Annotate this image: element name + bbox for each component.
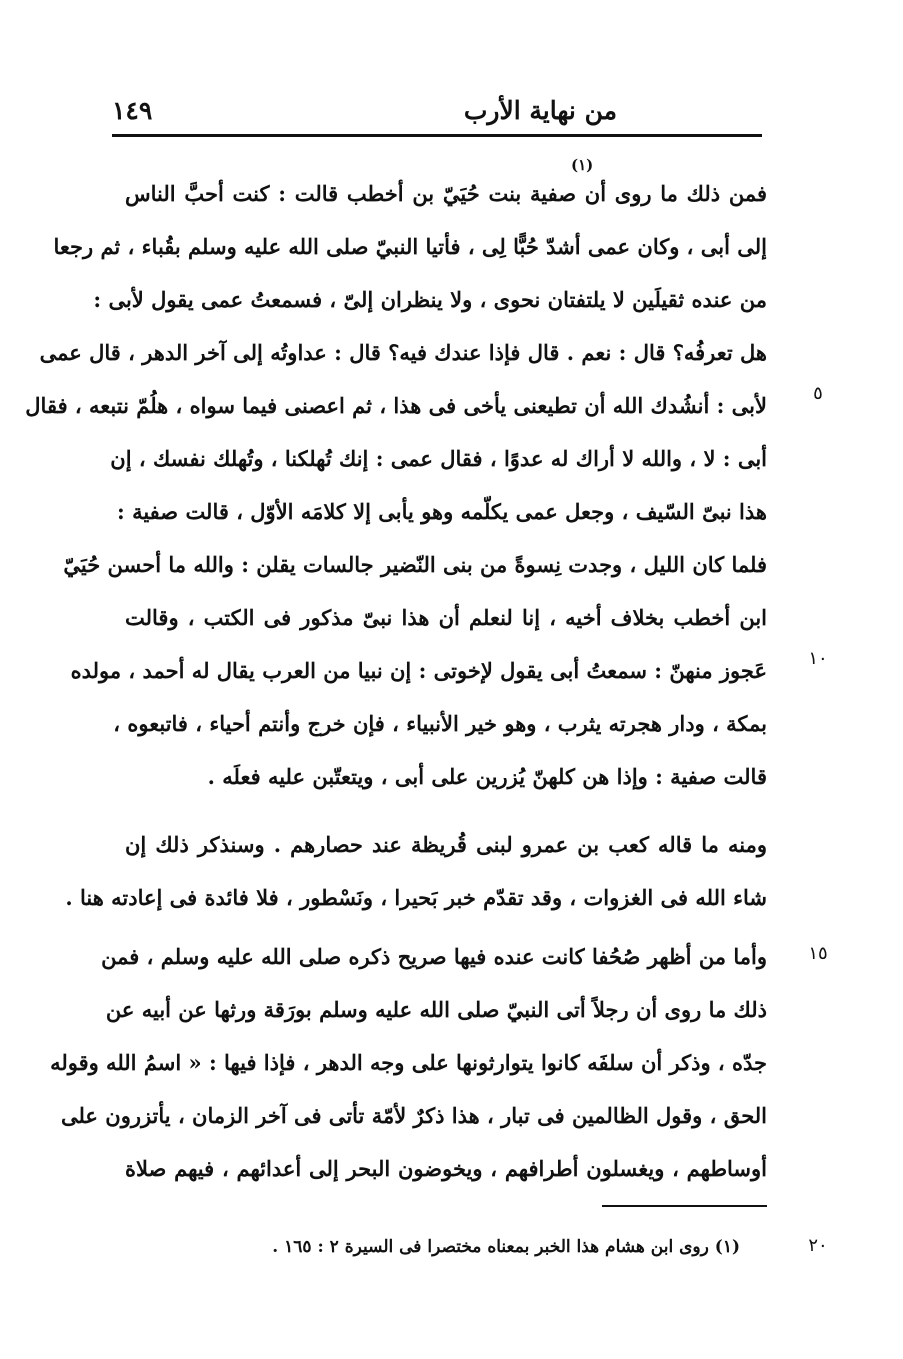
text-line: هذا نبىّ السّيف ، وجعل عمى يكلّمه وهو يأبى إلا كلامَه الأوّل ، قالت صفية :: [117, 499, 767, 524]
footnote-rule: [602, 1205, 767, 1207]
text-line: لأبى : أنشُدك الله أن تطيعنى يأخى فى هذا ، ثم اعصنى فيما سواه ، هلُمّ نتبعه ، فقال: [25, 393, 767, 418]
text-line: عَجوز منهنّ : سمعتُ أبى يقول لإخوتى : إن نبيا من العرب يقال له أحمد ، مولده: [70, 658, 767, 683]
text-line: وأما من أظهر صُحُفا كانت عنده فيها صريح ذكره صلى الله عليه وسلم ، فمن: [101, 944, 767, 969]
text-line: من عنده ثقيلَين لا يلتفتان نحوى ، ولا ينظران إلىّ ، فسمعتُ عمى يقول لأبى :: [93, 287, 767, 312]
text-line: قالت صفية : وإذا هن كلهنّ يُزرين على أبى ، ويتعتّبن عليه فعلَه .: [207, 764, 767, 789]
text-line: إلى أبى ، وكان عمى أشدّ حُبًّا لِى ، فأتيا النبيّ صلى الله عليه وسلم بقُباء ، ثم رجعا: [53, 234, 767, 259]
text-line: فمن ذلك ما روى أن صفية بنت حُيَيّ بن أخطب قالت : كنت أحبَّ الناس: [125, 181, 767, 206]
text-line: ذلك ما روى أن رجلاً أتى النبيّ صلى الله عليه وسلم بورَقة ورثها عن أبيه عن: [105, 997, 767, 1022]
footnote-marker: (١): [571, 156, 594, 174]
text-line: ابن أخطب بخلاف أخيه ، إنا لنعلم أن هذا نبىّ مذكور فى الكتب ، وقالت: [125, 605, 767, 630]
text-line: شاء الله فى الغزوات ، وقد تقدّم خبر بَحيرا ، ونَسْطور ، فلا فائدة فى إعادته هنا .: [65, 885, 767, 910]
text-line: هل تعرفُه؟ قال : نعم . قال فإذا عندك فيه؟ قال : عداوتُه إلى آخر الدهر ، قال عمى: [39, 340, 767, 365]
line-number: ٢٠: [808, 1235, 828, 1256]
line-number: ١٠: [808, 648, 828, 669]
text-line: أبى : لا ، والله لا أراك له عدوًا ، فقال عمى : إنك تُهلكنا ، وتُهلك نفسك ، إن: [110, 446, 767, 471]
footnote: (١) روى ابن هشام هذا الخبر بمعناه مختصرا فى السيرة ٢ : ١٦٥ .: [272, 1237, 740, 1257]
paragraph-1: [25, 167, 767, 803]
text-line: الحق ، وقول الظالمين فى تبار ، هذا ذكرٌ لأمّة تأتى فى آخر الزمان ، يأتزرون على: [60, 1103, 767, 1128]
header-rule: [112, 134, 762, 137]
paragraph-2: [65, 818, 767, 924]
header-title: من نهاية الأرب: [463, 96, 617, 125]
text-line: بمكة ، ودار هجرته يثرب ، وهو خير الأنبياء ، فإن خرج وأنتم أحياء ، فاتبعوه ،: [113, 711, 767, 736]
paragraph-3: [50, 930, 767, 1195]
line-number: ١٥: [808, 943, 828, 964]
page-number: ١٤٩: [112, 96, 153, 125]
line-number: ٥: [813, 383, 823, 404]
text-line: أوساطهم ، ويغسلون أطرافهم ، ويخوضون البحر إلى أعدائهم ، فيهم صلاة: [125, 1156, 767, 1181]
running-header: [112, 96, 762, 136]
text-line: ومنه ما قاله كعب بن عمرو لبنى قُريظة عند حصارهم . وسنذكر ذلك إن: [125, 832, 767, 857]
text-line: فلما كان الليل ، وجدت نِسوةً من بنى النّضير جالسات يقلن : والله ما أحسن حُيَيّ: [63, 552, 767, 577]
text-line: جدّه ، وذكر أن سلفَه كانوا يتوارثونها على وجه الدهر ، فإذا فيها : « اسمُ الله وقوله: [50, 1050, 767, 1075]
